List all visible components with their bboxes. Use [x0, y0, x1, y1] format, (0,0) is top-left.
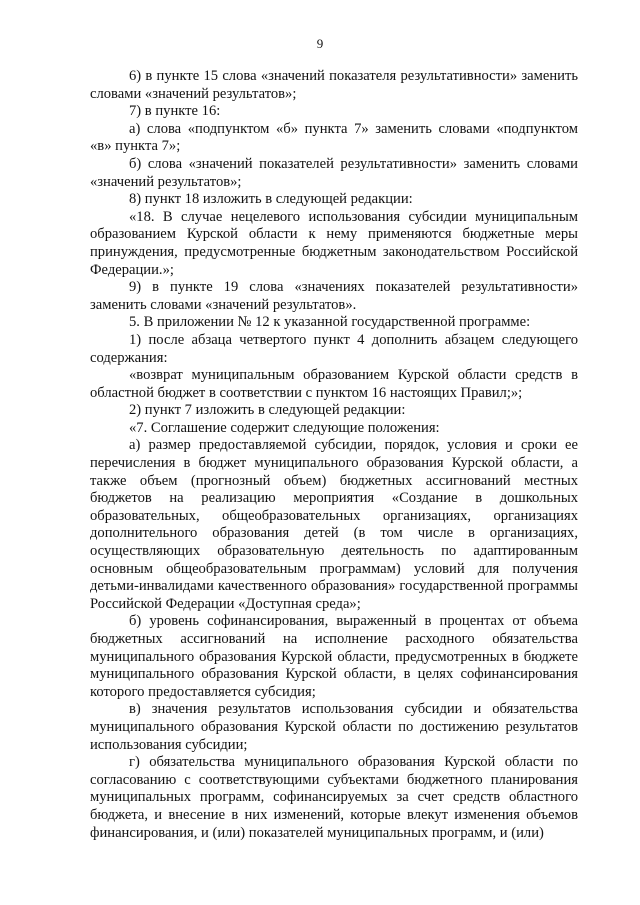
document-body: [90, 68, 578, 842]
paragraph-agreement-d: г) обязательства муниципального образования Курской области по согласованию с соответствующими субъектами бюджетного планирования муниципальных программ, софинансируемых за счет средств областного бюджета, и внесение в них изменений, которые влекут изменения объемов финансирования, и (или) показателей муниципальных программ, и (или): [90, 754, 578, 841]
paragraph-6-item15: 6) в пункте 15 слова «значений показателя результативности» заменить словами «значений результатов»;: [90, 68, 578, 102]
paragraph-agreement-c: в) значения результатов использования субсидии и обязательства муниципального образования Курской области по достижению результатов использования субсидии;: [90, 701, 578, 753]
paragraph-9-item19: 9) в пункте 19 слова «значениях показателей результативности» заменить словами «значений результатов».: [90, 279, 578, 313]
paragraph-7a: а) слова «подпунктом «б» пункта 7» заменить словами «подпунктом «в» пункта 7»;: [90, 120, 578, 155]
paragraph-8-item18: 8) пункт 18 изложить в следующей редакции:: [129, 191, 413, 208]
paragraph-2-item7: 2) пункт 7 изложить в следующей редакции:: [129, 402, 406, 419]
paragraph-1-item4: 1) после абзаца четвертого пункт 4 дополнить абзацем следующего содержания:: [90, 331, 578, 366]
paragraph-agreement-b: б) уровень софинансирования, выраженный в процентах от объема бюджетных ассигнований на исполнение расходного обязательства муниципального образования Курской области, предусмотренных в бюджете муниципального образования Курской области, в целях софинансирования которого предоставляется субсидия;: [90, 613, 578, 700]
paragraph-5-appendix12: 5. В приложении № 12 к указанной государственной программе:: [129, 314, 531, 331]
paragraph-agreement-a: а) размер предоставляемой субсидии, порядок, условия и сроки ее перечисления в бюджет муниципального образования Курской области, а также объем (прогнозный объем) бюджетных ассигнований местных бюджетов на реализацию мероприятия «Создание в дошкольных образовательных, общеобразовательных организациях, организациях дополнительного образования детей (в том числе в организациях, осуществляющих образовательную деятельность по адаптированным основным общеобразовательным программам) условий для получения детьми-инвалидами качественного образования» государственной программы Российской Федерации «Доступная среда»;: [90, 437, 578, 612]
paragraph-7-item16: 7) в пункте 16:: [129, 103, 221, 120]
paragraph-item18-text: «18. В случае нецелевого использования субсидии муниципальным образованием Курской области к нему применяются бюджетные меры принуждения, предусмотренные бюджетным законодательством Российской Федерации.»;: [90, 208, 578, 278]
paragraph-agreement-intro: «7. Соглашение содержит следующие положения:: [129, 419, 440, 436]
paragraph-refund-text: «возврат муниципальным образованием Курской области средств в областной бюджет в соответствии с пунктом 16 настоящих Правил;»;: [90, 367, 578, 401]
page-number: 9: [316, 36, 324, 51]
paragraph-7b: б) слова «значений показателей результативности» заменить словами «значений результатов»;: [90, 155, 578, 190]
